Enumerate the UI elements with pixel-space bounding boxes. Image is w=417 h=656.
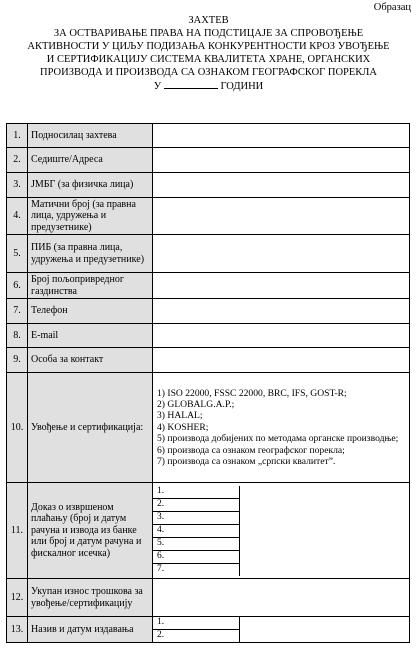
year-prefix: У xyxy=(153,81,162,92)
row-number: 12. xyxy=(7,579,28,617)
document-item[interactable]: 1. xyxy=(153,617,239,630)
table-row xyxy=(7,273,410,299)
address-field[interactable] xyxy=(153,148,410,173)
table-row xyxy=(7,198,410,235)
document-item[interactable]: 2. xyxy=(157,630,165,640)
row-label: Назив и датум издавања xyxy=(28,617,153,643)
email-field[interactable] xyxy=(153,324,410,348)
year-suffix: ГОДИНИ xyxy=(220,81,264,92)
certification-option[interactable]: 3) HALAL; xyxy=(157,410,203,422)
row-number: 6. xyxy=(7,273,28,299)
row-number: 11. xyxy=(7,483,28,579)
row-label: Телефон xyxy=(28,299,153,324)
row-number: 3. xyxy=(7,173,28,198)
pib-field[interactable] xyxy=(153,235,410,273)
form-subtitle-line-2: АКТИВНОСТИ У ЦИЉУ ПОДИЗАЊА КОНКУРЕНТНОСТИ КРОЗ УВОЂЕЊЕ xyxy=(27,41,390,52)
row-label: Увођење и сертификација: xyxy=(28,373,153,483)
payment-proof-item[interactable]: 7. xyxy=(157,563,165,574)
row-label: Број пољопривредног газдинства xyxy=(28,273,153,299)
certification-option[interactable]: 6) производа са ознаком географског порекла; xyxy=(157,444,345,456)
table-row xyxy=(7,617,410,643)
document-list xyxy=(153,617,240,642)
table-row xyxy=(7,173,410,198)
table-row xyxy=(7,579,410,617)
table-row xyxy=(7,299,410,324)
certification-option[interactable]: 4) KOSHER; xyxy=(157,421,209,433)
jmbg-field[interactable] xyxy=(153,173,410,198)
table-row xyxy=(7,124,410,148)
row-number: 10. xyxy=(7,373,28,483)
payment-proof-item[interactable]: 5. xyxy=(153,538,239,551)
payment-proof-list xyxy=(153,486,240,576)
certification-options xyxy=(153,373,410,483)
row-label: Седиште/Адреса xyxy=(28,148,153,173)
row-label: Е-mail xyxy=(28,324,153,348)
application-table xyxy=(6,123,410,643)
row-number: 8. xyxy=(7,324,28,348)
row-label: Подносилац захтева xyxy=(28,124,153,148)
payment-proof-cell xyxy=(153,483,410,579)
row-label: Особа за контакт xyxy=(28,348,153,373)
form-subtitle-line-5 xyxy=(0,79,417,93)
table-row xyxy=(7,373,410,483)
payment-proof-item[interactable]: 3. xyxy=(153,512,239,525)
certification-option[interactable]: 2) GLOBALG.A.P.; xyxy=(157,398,235,410)
row-number: 4. xyxy=(7,198,28,235)
form-subtitle-line-1: ЗА ОСТВАРИВАЊЕ ПРАВА НА ПОДСТИЦАЈЕ ЗА СПРОВОЂЕЊЕ xyxy=(53,28,364,39)
form-subtitle-line-4: ПРОИЗВОДА И ПРОИЗВОДА СА ОЗНАКОМ ГЕОГРАФСКОГ ПОРЕКЛА xyxy=(39,67,377,78)
row-number: 9. xyxy=(7,348,28,373)
row-label: ПИБ (за правна лица, удружења и предузетнике) xyxy=(28,235,153,273)
contact-person-field[interactable] xyxy=(153,348,410,373)
table-row xyxy=(7,235,410,273)
row-number: 13. xyxy=(7,617,28,643)
form-title: ЗАХТЕВ xyxy=(188,15,229,26)
applicant-field[interactable] xyxy=(153,124,410,148)
table-row xyxy=(7,324,410,348)
document-cell xyxy=(153,617,410,643)
form-label: Образац xyxy=(373,2,411,13)
payment-proof-item[interactable]: 4. xyxy=(153,525,239,538)
row-label: Укупан износ трошкова за увођење/сертификацију xyxy=(28,579,153,617)
row-label: Матични број (за правна лица, удружења и предузетнике) xyxy=(28,198,153,235)
certification-option[interactable]: 7) производа са ознаком „српски квалитет”. xyxy=(157,456,336,468)
phone-field[interactable] xyxy=(153,299,410,324)
payment-proof-item[interactable]: 6. xyxy=(153,551,239,564)
row-label: Доказ о извршеном плаћању (број и датум рачуна и извода из банке или број и датум рачуна и фискалног исечка) xyxy=(28,483,153,579)
form-header xyxy=(0,14,417,93)
certification-option[interactable]: 1) ISO 22000, FSSC 22000, BRC, IFS, GOST-R; xyxy=(157,387,347,399)
row-label: ЈМБГ (за физичка лица) xyxy=(28,173,153,198)
payment-proof-item[interactable]: 1. xyxy=(153,486,239,499)
total-cost-field[interactable] xyxy=(153,579,410,617)
payment-proof-item[interactable]: 2. xyxy=(153,499,239,512)
row-number: 2. xyxy=(7,148,28,173)
registration-number-field[interactable] xyxy=(153,198,410,235)
row-number: 1. xyxy=(7,124,28,148)
row-number: 7. xyxy=(7,299,28,324)
table-row xyxy=(7,348,410,373)
table-row xyxy=(7,483,410,579)
table-row xyxy=(7,148,410,173)
certification-option[interactable]: 5) производа добијених по методама органске производње; xyxy=(157,433,399,445)
farm-number-field[interactable] xyxy=(153,273,410,299)
row-number: 5. xyxy=(7,235,28,273)
year-blank-field[interactable] xyxy=(164,79,218,89)
form-subtitle-line-3: И СЕРТИФИКАЦИЈУ СИСТЕМА КВАЛИТЕТА ХРАНЕ, ОРГАНСКИХ xyxy=(46,54,371,65)
